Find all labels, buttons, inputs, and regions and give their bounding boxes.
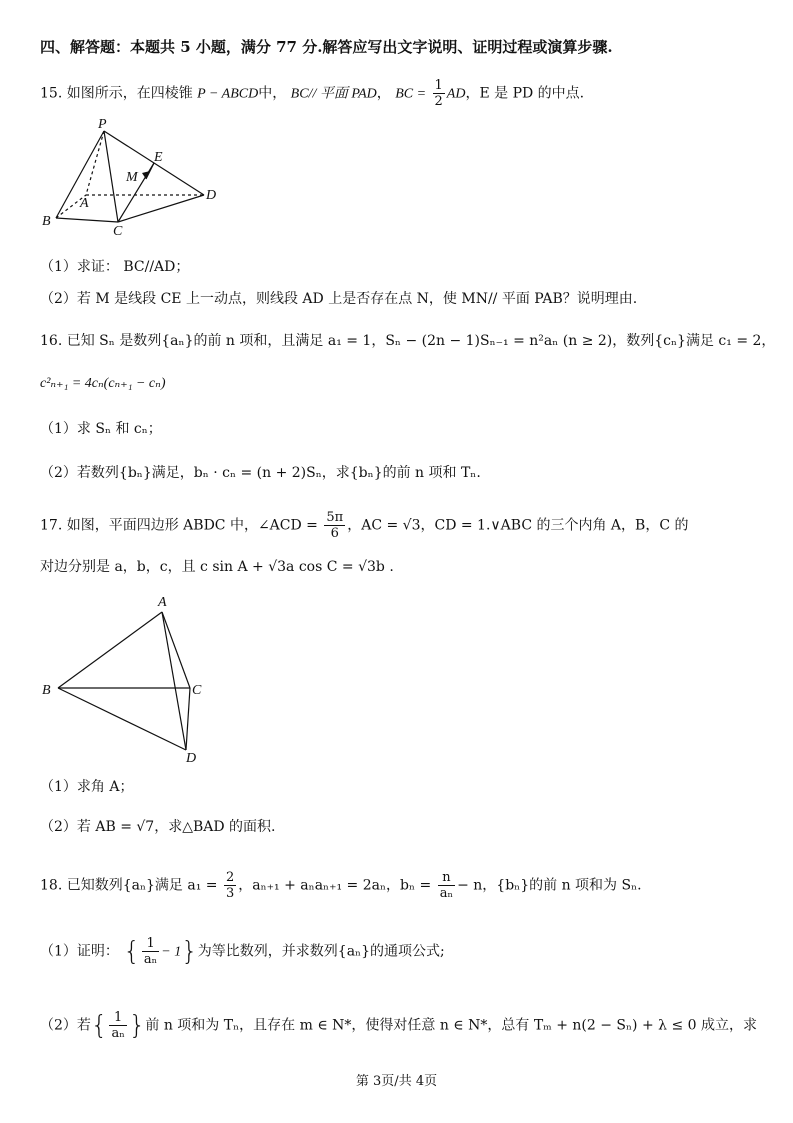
q18-line1 [40, 870, 763, 901]
q18-part2 [40, 1010, 763, 1041]
label-b2: B [42, 683, 51, 698]
q18-p1-fraction: $\frac{1}{\text{aₙ}}$ [143, 936, 158, 967]
q17-line1-b: ，AC = √3，CD = 1.∨ABC 的三个内角 A，B，C 的 [347, 517, 689, 534]
label-p: P [98, 117, 107, 132]
page-footer: 第 3页/共 4页 [355, 1074, 438, 1089]
q18-line1-b: ，aₙ₊₁ + aₙaₙ₊₁ = 2aₙ，bₙ = [238, 877, 432, 894]
label-c: C [113, 224, 123, 239]
q15-intro-a: 如图所示，在四棱锥 [66, 85, 193, 102]
q18-line1-a: 18. 已知数列{aₙ}满足 a₁ = [40, 877, 218, 894]
q15-ad: AD [446, 86, 466, 102]
q18-part2-a: （2）若 [40, 1017, 91, 1034]
q17-part2: （2）若 AB = √7，求△BAD 的面积. [40, 819, 276, 835]
label-d2: D [186, 751, 197, 766]
q17-quadrilateral-figure [38, 590, 238, 770]
q17-angle-fraction: $\frac{5\pi}{6}$ [326, 510, 344, 541]
q17-line2: 对边分别是 a，b，c，且 c sin A + √3a cos C = √3b . [40, 559, 394, 575]
q18-part1-b: 为等比数列，并求数列{aₙ}的通项公式; [197, 943, 445, 960]
q17-part1: （1）求角 A； [40, 779, 134, 795]
q18-part1-a: （1）证明： [40, 943, 119, 960]
q16-line2: c²ₙ₊₁ = 4cₙ(cₙ₊₁ − cₙ) [40, 376, 166, 391]
q15-part2: （2）若 M 是线段 CE 上一动点，则线段 AD 上是否存在点 N，使 MN// 平面 PAB？说明理由. [40, 291, 638, 307]
label-e: E [154, 150, 163, 165]
right-brace-2: } [128, 1010, 146, 1041]
label-m: M [126, 170, 138, 185]
q15-intro-b: 中， [258, 85, 287, 102]
q17-line1-a: 17. 如图，平面四边形 ABDC 中，∠ACD = [40, 517, 318, 534]
q16-part1: （1）求 Sₙ 和 cₙ； [40, 421, 162, 437]
q18-p2-fraction: $\frac{1}{\text{aₙ}}$ [111, 1010, 125, 1041]
q15-pyramid: P − ABCD [197, 86, 259, 102]
q18-line1-c: − n，{bₙ}的前 n 项和为 Sₙ. [457, 877, 642, 894]
left-brace: { [123, 936, 140, 967]
left-brace-2: { [90, 1010, 108, 1041]
q15-cond1: BC// 平面 PAD [290, 86, 377, 102]
label-c2: C [192, 683, 202, 698]
q15-bc-eq: BC = [395, 86, 427, 102]
q18-p1-tail: − 1 [161, 944, 182, 960]
q18-part2-b: 前 n 项和为 Tₙ，且存在 m ∈ N*，使得对任意 n ∈ N*，总有 Tₘ + n(2 − Sₙ) + λ ≤ 0 成立，求 [145, 1017, 757, 1034]
q18-bn-fraction: $\frac{n}{\text{aₙ}}$ [439, 870, 454, 901]
q15-number: 15. [40, 85, 63, 102]
section-header: 四、解答题：本题共 5 小题，满分 77 分.解答应写出文字说明、证明过程或演算步骤. [40, 38, 613, 56]
q15-tail: ，E 是 PD 的中点. [465, 85, 585, 102]
label-b: B [42, 214, 51, 229]
q15-statement [40, 78, 763, 109]
q17-line1 [40, 510, 763, 541]
q18-part1 [40, 936, 763, 967]
label-a2: A [158, 595, 167, 610]
q16-part2: （2）若数列{bₙ}满足，bₙ · cₙ = (n + 2)Sₙ，求{bₙ}的前 n 项和 Tₙ. [40, 465, 481, 481]
q15-sep: ， [376, 85, 391, 102]
label-a: A [80, 196, 89, 211]
q15-part1: （1）求证： BC//AD； [40, 259, 190, 275]
q15-pyramid-figure [38, 115, 238, 240]
label-d: D [206, 188, 217, 203]
q15-half-fraction: $\frac{1}{2}$ [434, 78, 443, 109]
q18-a1-fraction: $\frac{2}{3}$ [225, 870, 235, 901]
right-brace: } [181, 936, 198, 967]
q16-line1: 16. 已知 Sₙ 是数列{aₙ}的前 n 项和，且满足 a₁ = 1，Sₙ − (2n − 1)Sₙ₋₁ = n²aₙ (n ≥ 2)，数列{cₙ}满足 c₁ = 2， [40, 333, 776, 349]
